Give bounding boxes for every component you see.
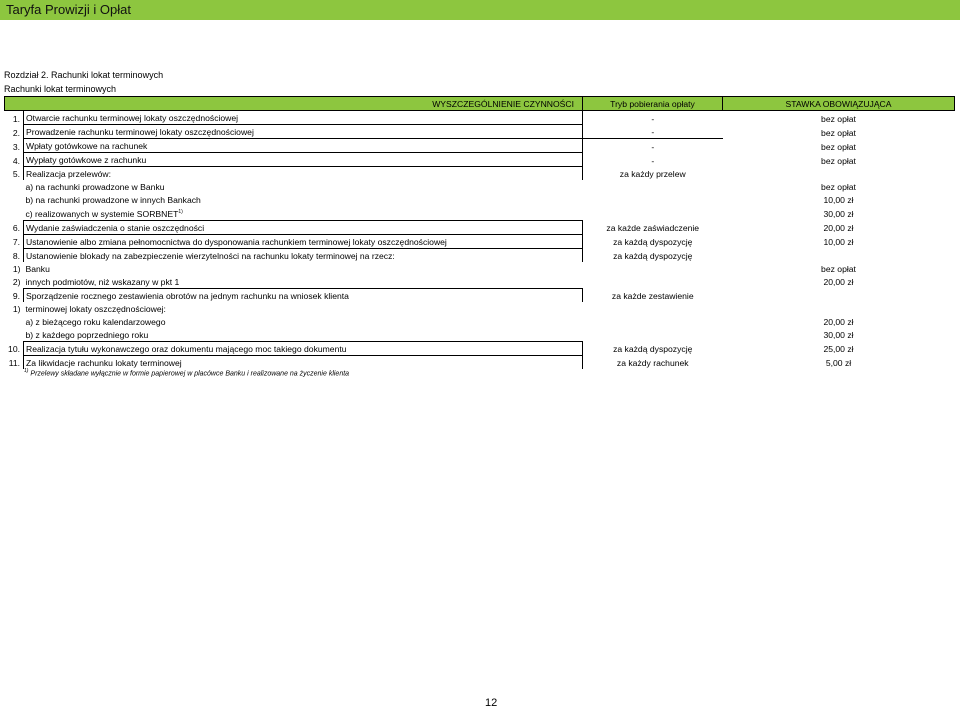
row-number: 10. [8, 344, 20, 355]
row-number: 2) [12, 277, 21, 288]
row-number: 5. [12, 169, 20, 179]
table-row [5, 355, 955, 369]
page-number: 12 [485, 697, 498, 709]
table-row [5, 275, 955, 289]
table-row [5, 111, 955, 125]
row-charge-mode: - [651, 113, 655, 124]
row-number [5, 193, 24, 206]
fee-table [4, 96, 955, 369]
row-number [5, 315, 24, 328]
row-charge-mode: za każde zestawienie [611, 290, 694, 301]
row-number: 6. [12, 223, 20, 234]
row-description [24, 248, 583, 262]
footnote-marker: 1) [24, 368, 29, 374]
row-charge-mode: - [651, 155, 655, 166]
row-description-text: b) z każdego poprzedniego roku [25, 329, 149, 340]
row-description [24, 355, 583, 369]
row-number: 7. [12, 237, 20, 248]
row-number [5, 328, 24, 342]
row-description-text: Banku [25, 263, 50, 274]
column-header-rate: STAWKA OBOWIĄZUJĄCA [723, 97, 955, 111]
row-description [24, 111, 583, 125]
row-number: 1) [12, 303, 21, 314]
column-header-description: WYSZCZEGÓLNIENIE CZYNNOŚCI [5, 97, 583, 111]
row-description-text: Realizacja tytułu wykonawczego oraz dokumentu mającego moc takiego dokumentu [26, 343, 347, 354]
footnote-ref: 1) [178, 209, 183, 215]
row-rate: 10,00 zł [823, 237, 854, 248]
row-number: 9. [12, 290, 20, 301]
row-charge-mode: za każdą dyspozycję [613, 344, 693, 355]
row-description [24, 315, 583, 328]
row-rate [723, 302, 955, 315]
table-row [5, 341, 955, 355]
row-number [5, 180, 24, 193]
table-row [5, 167, 955, 181]
row-description [24, 153, 583, 167]
section-subtitle: Rachunki lokat terminowych [4, 84, 117, 94]
row-charge-mode: za każdą dyspozycję [613, 250, 693, 261]
row-description [24, 328, 583, 342]
table-row [5, 302, 955, 315]
row-charge-mode: - [651, 141, 655, 152]
table-row [5, 153, 955, 167]
table-row [5, 125, 955, 139]
row-rate [723, 167, 955, 181]
row-description [24, 125, 583, 139]
table-row [5, 139, 955, 153]
table-row [5, 206, 955, 220]
row-description-text: terminowej lokaty oszczędnościowej: [25, 303, 166, 314]
table-row [5, 262, 955, 275]
document-title: Taryfa Prowizji i Opłat [6, 2, 131, 17]
row-description-text: Realizacja przelewów: [26, 169, 112, 179]
row-description-text: Za likwidacje rachunku lokaty terminowej [26, 357, 182, 368]
footnote-text: Przelewy składane wyłącznie w formie papierowej w placówce Banku i realizowane na życzenie klienta [30, 370, 350, 378]
row-charge-mode: za każdą dyspozycję [613, 237, 693, 248]
row-rate [723, 288, 955, 302]
header-banner [0, 0, 960, 20]
row-rate: 20,00 zł [823, 277, 854, 288]
row-description [24, 262, 583, 275]
row-charge-mode [583, 262, 723, 275]
row-description-text: Wypłaty gotówkowe z rachunku [26, 155, 147, 165]
table-row [5, 220, 955, 234]
row-number: 11. [8, 357, 20, 368]
row-description [24, 167, 583, 181]
row-description-text: Wpłaty gotówkowe na rachunek [26, 141, 148, 151]
row-charge-mode [583, 328, 723, 342]
row-description-text: Sporządzenie rocznego zestawienia obrotów na jednym rachunku na wniosek klienta [26, 290, 349, 301]
row-rate: 20,00 zł [823, 316, 854, 327]
row-number: 1. [12, 113, 20, 124]
table-row [5, 315, 955, 328]
column-header-charge-mode: Tryb pobierania opłaty [583, 97, 723, 111]
row-number: 2. [12, 127, 20, 138]
row-rate [723, 248, 955, 262]
table-row [5, 248, 955, 262]
row-description [24, 341, 583, 355]
row-description [24, 180, 583, 193]
row-description-text: a) z bieżącego roku kalendarzowego [25, 316, 166, 327]
row-charge-mode [583, 193, 723, 206]
table-row [5, 234, 955, 248]
row-charge-mode [583, 275, 723, 289]
row-charge-mode [583, 206, 723, 220]
row-rate: bez opłat [821, 113, 856, 124]
row-description-text: Ustanowienie albo zmiana pełnomocnictwa do dysponowania rachunkiem terminowej lokaty oszczędnościowej [26, 236, 447, 247]
row-charge-mode: za każdy przelew [619, 169, 686, 179]
row-charge-mode: za każdy rachunek [616, 357, 689, 368]
row-rate: 25,00 zł [823, 344, 854, 355]
row-description [24, 234, 583, 248]
row-number: 1) [12, 263, 21, 274]
row-rate: 20,00 zł [823, 223, 854, 234]
row-rate: bez opłat [821, 182, 856, 192]
row-description-text: a) na rachunki prowadzone w Banku [25, 182, 165, 192]
row-charge-mode: za każde zaświadczenie [606, 223, 700, 234]
row-rate: bez opłat [821, 263, 856, 274]
row-description [24, 193, 583, 206]
row-rate: bez opłat [821, 127, 856, 138]
row-number [5, 206, 24, 220]
row-description-text: innych podmiotów, niż wskazany w pkt 1 [25, 276, 180, 287]
row-description [24, 139, 583, 153]
row-rate: bez opłat [821, 141, 856, 152]
row-description-text: Otwarcie rachunku terminowej lokaty oszczędnościowej [26, 113, 239, 123]
row-charge-mode [583, 302, 723, 315]
row-number: 3. [12, 141, 20, 152]
row-description-text: c) realizowanych w systemie SORBNET [25, 208, 179, 219]
row-rate: 10,00 zł [823, 195, 854, 205]
row-charge-mode: - [583, 125, 723, 139]
row-description-text: Wydanie zaświadczenia o stanie oszczędności [26, 222, 205, 233]
row-charge-mode [583, 180, 723, 193]
row-rate: 5,00 zł [825, 357, 852, 368]
row-description [24, 302, 583, 315]
row-number: 4. [12, 155, 20, 166]
footnote [24, 368, 349, 377]
row-rate: 30,00 zł [823, 330, 854, 341]
row-description [24, 275, 583, 289]
row-description [24, 206, 583, 220]
table-header-row [5, 97, 955, 111]
row-description-text: Ustanowienie blokady na zabezpieczenie wierzytelności na rachunku lokaty terminowej na rzecz: [26, 250, 395, 261]
row-rate: bez opłat [821, 155, 856, 166]
table-row [5, 328, 955, 342]
table-row [5, 288, 955, 302]
row-description-text: Prowadzenie rachunku terminowej lokaty oszczędnościowej [26, 127, 254, 137]
row-charge-mode [583, 315, 723, 328]
table-row [5, 193, 955, 206]
row-description [24, 220, 583, 234]
row-description-text: b) na rachunki prowadzone w innych Bankach [25, 195, 201, 205]
row-rate: 30,00 zł [823, 209, 854, 220]
table-row [5, 180, 955, 193]
chapter-title: Rozdział 2. Rachunki lokat terminowych [4, 70, 164, 80]
row-description [24, 288, 583, 302]
row-number: 8. [12, 250, 20, 261]
